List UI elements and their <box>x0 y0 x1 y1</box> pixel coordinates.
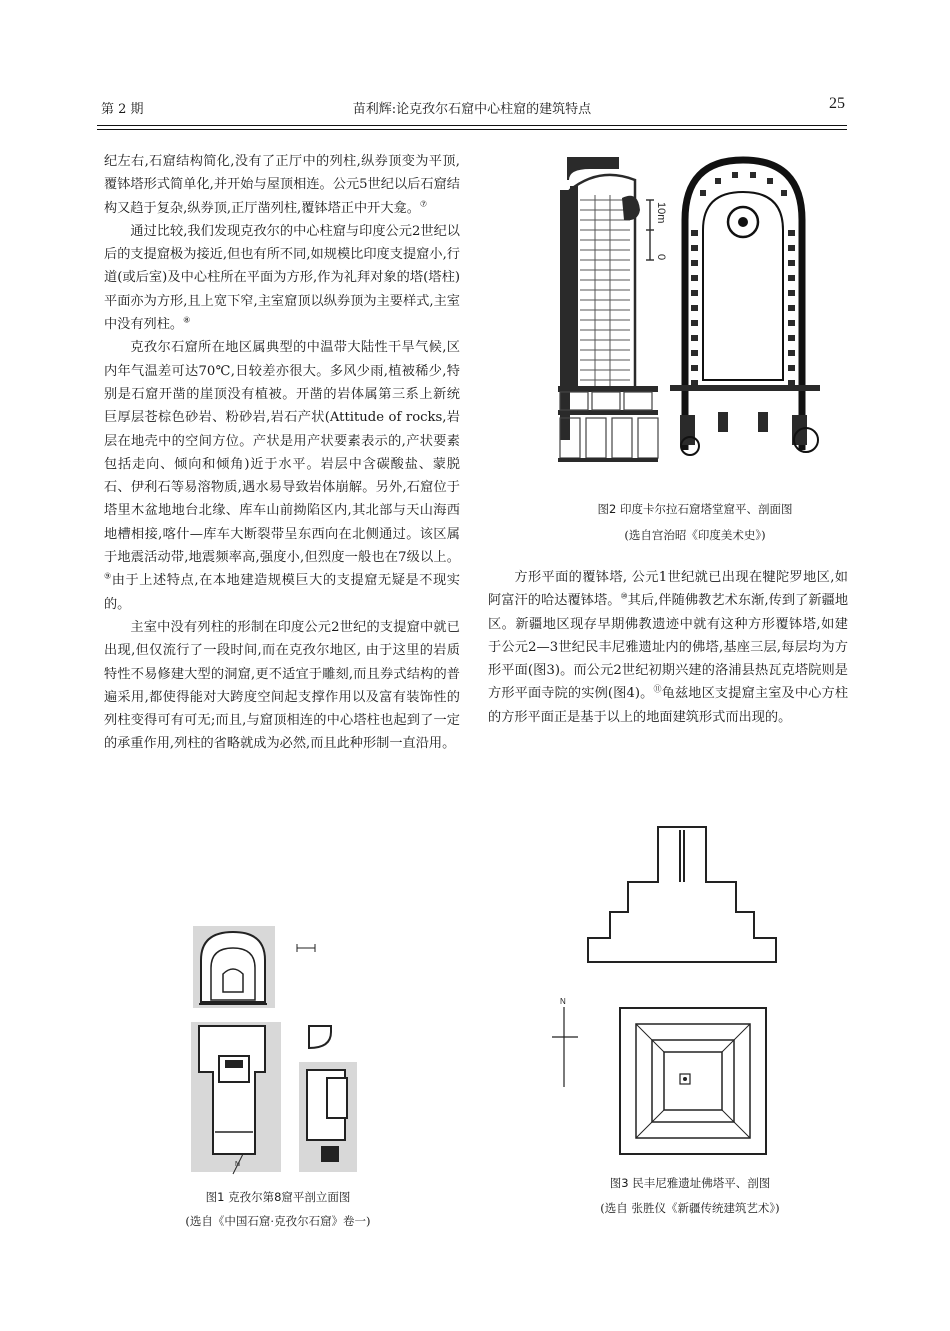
page-number: 25 <box>829 95 845 112</box>
paragraph-text: 由于上述特点,在本地建造规模巨大的支提窟无疑是不现实的。 <box>104 573 460 612</box>
right-column <box>488 566 848 729</box>
figure-3-caption: 图3 民丰尼雅遗址佛塔平、剖图 <box>609 1176 771 1190</box>
figure-2-source: (选自宫治昭《印度美术史》) <box>624 528 766 542</box>
north-label: N <box>235 1161 241 1168</box>
paragraph-3 <box>104 336 460 616</box>
footnote-ref: ⑨ <box>104 571 112 581</box>
paragraph-text: 主室中没有列柱的形制在印度公元2世纪的支提窟中就已出现,但仅流行了一段时间,而在克孜尔地区, 由于这里的岩质特性不易修建大型的洞窟,更不适宜于雕刻,而且券式结构的普遍采用,都使得能对大跨度空间起支撑作用以及富有装饰性的列柱变得可有可无;而且,与窟顶相连的中心塔柱也起到了一定的承重作用,列柱的省略就成为必然,而且此种形制一直沿用。 <box>104 619 460 752</box>
paragraph-text: 纪左右,石窟结构简化,没有了正厅中的列柱,纵券顶变为平顶,覆钵塔形式简单化,并开始与屋顶相连。公元5世纪以后石窟结构又趋于复杂,纵券顶,正厅凿列柱,覆钵塔正中开大龛。 <box>104 154 460 216</box>
figure-1-source: (选自《中国石窟·克孜尔石窟》卷一) <box>185 1214 371 1228</box>
paragraph-text: 其后,伴随佛教艺术东渐,传到了新疆地区。新疆地区现存早期佛教遗迹中就有这种方形覆钵塔,如建于公元2—3世纪民丰尼雅遗址内的佛塔,基座三层,每层均为方形平面(图3)。而公元2世纪初期兴建的洛浦县热瓦克塔院则是方形平面寺院的实例(图4)。 <box>488 593 849 702</box>
figure-2-caption: 图2 印度卡尔拉石窟塔堂窟平、剖面图 <box>597 502 793 516</box>
paragraph-5 <box>488 566 848 729</box>
scale-zero: 0 <box>655 254 667 261</box>
paragraph-4 <box>104 616 460 756</box>
paragraph-text: 方形平面的覆钵塔, 公元1世纪就已出现在犍陀罗地区,如阿富汗的哈达覆钵塔。 <box>488 570 848 609</box>
paragraph-1 <box>104 150 460 220</box>
figure-3 <box>540 822 840 1162</box>
kizil-cave-8-drawing <box>185 922 370 1177</box>
running-header <box>97 95 847 120</box>
paragraph-text: 龟兹地区支提窟主室及中心方柱的方形平面正是基于以上的地面建筑形式而出现的。 <box>488 686 849 725</box>
footnote-ref: ⑧ <box>183 315 191 325</box>
paragraph-2 <box>104 220 460 336</box>
issue-number: 第 2 期 <box>101 102 144 117</box>
footnote-ref: ⑩ <box>620 591 628 601</box>
paragraph-text: 克孜尔石窟所在地区属典型的中温带大陆性干旱气候,区内年气温差可达70℃,日较差亦很大。多风少雨,植被稀少,特别是石窟开凿的崖顶没有植被。开凿的岩体属第三系上新统巨厚层苍棕色砂岩、粉砂岩,岩石产状(Attitude of rocks,岩层在地壳中的空间方位。产状是用产状要素表示的,产状要素包括走向、倾向和倾角)近于水平。岩层中含碳酸盐、蒙脱石、伊利石等易溶物质,遇水易导致岩体崩解。另外,石窟位于塔里木盆地地台北缘、库车山前拗陷区内,其北部与天山海西地槽相接,喀什—库车大断裂带呈东西向在北侧通过。该区属于地震活动带,地震频率高,强度小,但烈度一般也在7级以上。 <box>104 340 460 566</box>
figure-3-source: (选自 张胜仪《新疆传统建筑艺术》) <box>600 1201 780 1215</box>
header-rule-thick <box>97 125 847 126</box>
paragraph-text: 通过比较,我们发现克孜尔的中心柱窟与印度公元2世纪以后的支提窟极为接近,但也有所不同,如规模比印度支提窟小,行道(或后室)及中心柱所在平面为方形,作为礼拜对象的塔(塔柱)平面亦为方形,且上宽下窄,主室窟顶以纵券顶为主要样式,主室中没有列柱。 <box>104 223 460 333</box>
scale-label: 10m <box>655 202 667 224</box>
figure-1-caption: 图1 克孜尔第8窟平剖立面图 <box>205 1190 351 1204</box>
karla-cave-drawing <box>540 150 840 490</box>
figure-2 <box>540 150 840 490</box>
article-title: 苗利辉:论克孜尔石窟中心柱窟的建筑特点 <box>352 102 592 117</box>
footnote-ref: ⑪ <box>653 685 662 695</box>
header-rule-thin <box>97 129 847 130</box>
north-label: N <box>560 997 566 1006</box>
left-column <box>104 150 460 756</box>
niya-stupa-drawing <box>540 822 840 1162</box>
figure-1 <box>185 922 370 1177</box>
footnote-ref: ⑦ <box>419 199 428 209</box>
